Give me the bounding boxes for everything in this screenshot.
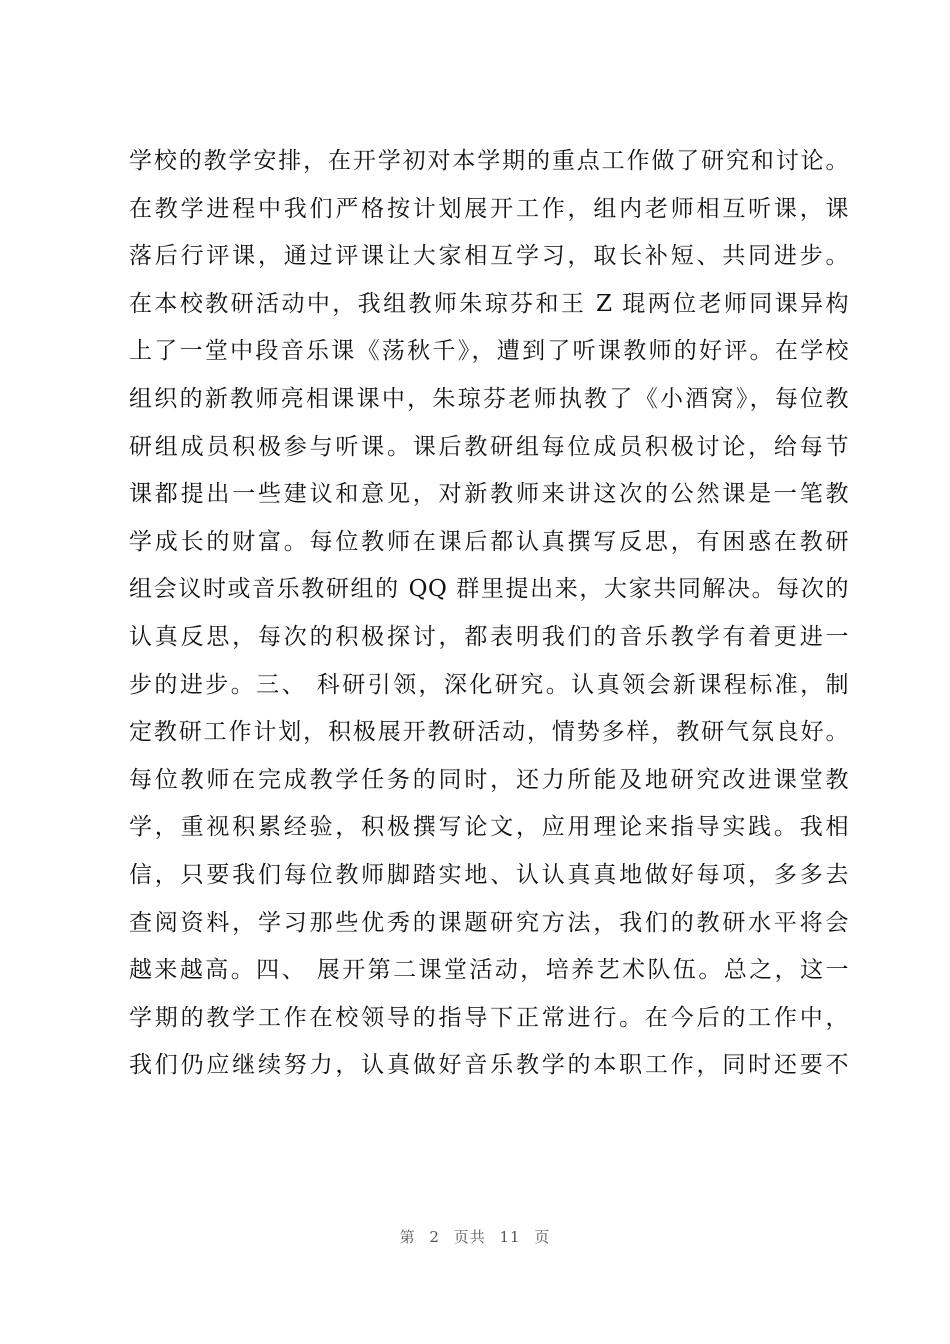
text-line: 定教研工作计划，积极展开教研活动，情势多样，教研气氛良好。: [129, 719, 849, 746]
text-line: 在本校教研活动中，我组教师朱琼芬和王 Z 琨两位老师同课异构: [129, 290, 849, 317]
body-text: [129, 138, 849, 1090]
text-line: 学成长的财富。每位教师在课后都认真撰写反思，有困惑在教研: [129, 528, 849, 555]
footer-page-number: 2: [429, 1228, 440, 1246]
text-line: 认真反思，每次的积极探讨，都表明我们的音乐教学有着更进一: [129, 623, 849, 650]
text-line: 学校的教学安排，在开学初对本学期的重点工作做了研究和讨论。: [129, 148, 849, 174]
text-line: 查阅资料，学习那些优秀的课题研究方法，我们的教研水平将会: [129, 909, 849, 936]
text-line: 课都提出一些建议和意见，对新教师来讲这次的公然课是一笔教: [129, 481, 849, 508]
text-line: 落后行评课，通过评课让大家相互学习，取长补短、共同进步。: [129, 243, 849, 270]
text-line: 每位教师在完成教学任务的同时，还力所能及地研究改进课堂教: [129, 766, 849, 793]
text-line: 组会议时或音乐教研组的 QQ 群里提出来，大家共同解决。每次的: [129, 576, 849, 603]
footer-page-suffix: 页: [534, 1228, 551, 1246]
text-line: 学期的教学工作在校领导的指导下正常进行。在今后的工作中，: [129, 1004, 849, 1031]
text-line: 越来越高。四、 展开第二课堂活动，培养艺术队伍。总之，这一: [129, 957, 849, 984]
page-footer: [0, 1226, 950, 1247]
text-line: 信，只要我们每位教师脚踏实地、认认真真地做好每项，多多去: [129, 861, 849, 888]
footer-page-total: 11: [499, 1228, 521, 1246]
text-line: 步的进步。三、 科研引领，深化研究。认真领会新课程标准，制: [129, 671, 849, 698]
text-line: 我们仍应继续努力，认真做好音乐教学的本职工作，同时还要不: [129, 1052, 849, 1079]
footer-page-middle: 页共: [453, 1228, 486, 1246]
text-line: 上了一堂中段音乐课《荡秋千》，遭到了听课教师的好评。在学校: [129, 338, 849, 365]
footer-page-prefix: 第: [399, 1228, 416, 1246]
text-line: 研组成员积极参与听课。课后教研组每位成员积极讨论，给每节: [129, 433, 849, 460]
text-line: 在教学进程中我们严格按计划展开工作，组内老师相互听课，课: [129, 195, 849, 222]
text-line: 学，重视积累经验，积极撰写论文，应用理论来指导实践。我相: [129, 814, 849, 841]
text-line: 组织的新教师亮相课课中，朱琼芬老师执教了《小酒窝》，每位教: [129, 385, 849, 412]
